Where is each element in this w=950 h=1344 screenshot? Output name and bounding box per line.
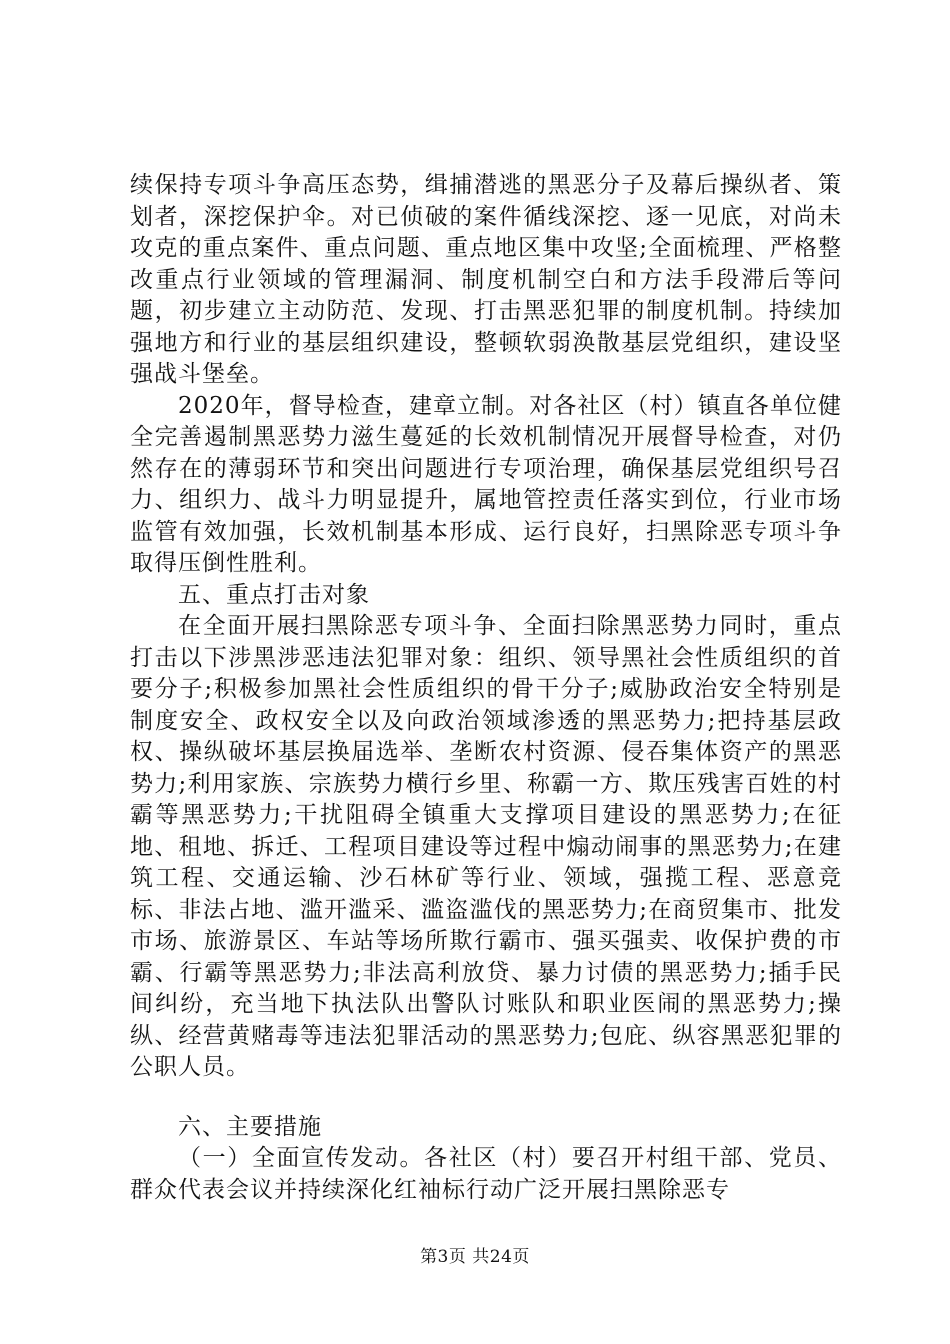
- document-body: [130, 170, 842, 1206]
- section-heading-6: 六、主要措施: [178, 1113, 322, 1140]
- paragraph-measures: （一）全面宣传发动。各社区（村）要召开村组干部、党员、群众代表会议并持续深化红袖标行动广泛开展扫黑除恶专: [130, 1145, 842, 1203]
- paragraph-continued: 续保持专项斗争高压态势，缉捕潜逃的黑恶分子及幕后操纵者、策划者，深挖保护伞。对已侦破的案件循线深挖、逐一见底，对尚未攻克的重点案件、重点问题、重点地区集中攻坚;全面梳理、严格整改重点行业领域的管理漏洞、制度机制空白和方法手段滞后等问题，初步建立主动防范、发现、打击黑恶犯罪的制度机制。持续加强地方和行业的基层组织建设，整顿软弱涣散基层党组织，建设坚强战斗堡垒。: [130, 172, 842, 387]
- paragraph-spacer: [130, 1084, 842, 1112]
- paragraph-2020: 2020年，督导检查，建章立制。对各社区（村）镇直各单位健全完善遏制黑恶势力滋生蔓延的长效机制情况开展督导检查，对仍然存在的薄弱环节和突出问题进行专项治理，确保基层党组织号召力、组织力、战斗力明显提升，属地管控责任落实到位，行业市场监管有效加强，长效机制基本形成、运行良好，扫黑除恶专项斗争取得压倒性胜利。: [130, 392, 842, 576]
- section-heading-5: 五、重点打击对象: [178, 581, 370, 608]
- page-footer: 第3页 共24页: [420, 1247, 530, 1267]
- paragraph-targets: 在全面开展扫黑除恶专项斗争、全面扫除黑恶势力同时，重点打击以下涉黑涉恶违法犯罪对象：组织、领导黑社会性质组织的首要分子;积极参加黑社会性质组织的骨干分子;威胁政治安全特别是制度安全、政权安全以及向政治领域渗透的黑恶势力;把持基层政权、操纵破坏基层换届选举、垄断农村资源、侵吞集体资产的黑恶势力;利用家族、宗族势力横行乡里、称霸一方、欺压残害百姓的村霸等黑恶势力;干扰阻碍全镇重大支撑项目建设的黑恶势力;在征地、租地、拆迁、工程项目建设等过程中煽动闹事的黑恶势力;在建筑工程、交通运输、沙石林矿等行业、领域，强揽工程、恶意竞标、非法占地、滥开滥采、滥盗滥伐的黑恶势力;在商贸集市、批发市场、旅游景区、车站等场所欺行霸市、强买强卖、收保护费的市霸、行霸等黑恶势力;非法高利放贷、暴力讨债的黑恶势力;插手民间纠纷，充当地下执法队出警队讨账队和职业医闹的黑恶势力;操纵、经营黄赌毒等违法犯罪活动的黑恶势力;包庇、纵容黑恶犯罪的公职人员。: [130, 613, 842, 1080]
